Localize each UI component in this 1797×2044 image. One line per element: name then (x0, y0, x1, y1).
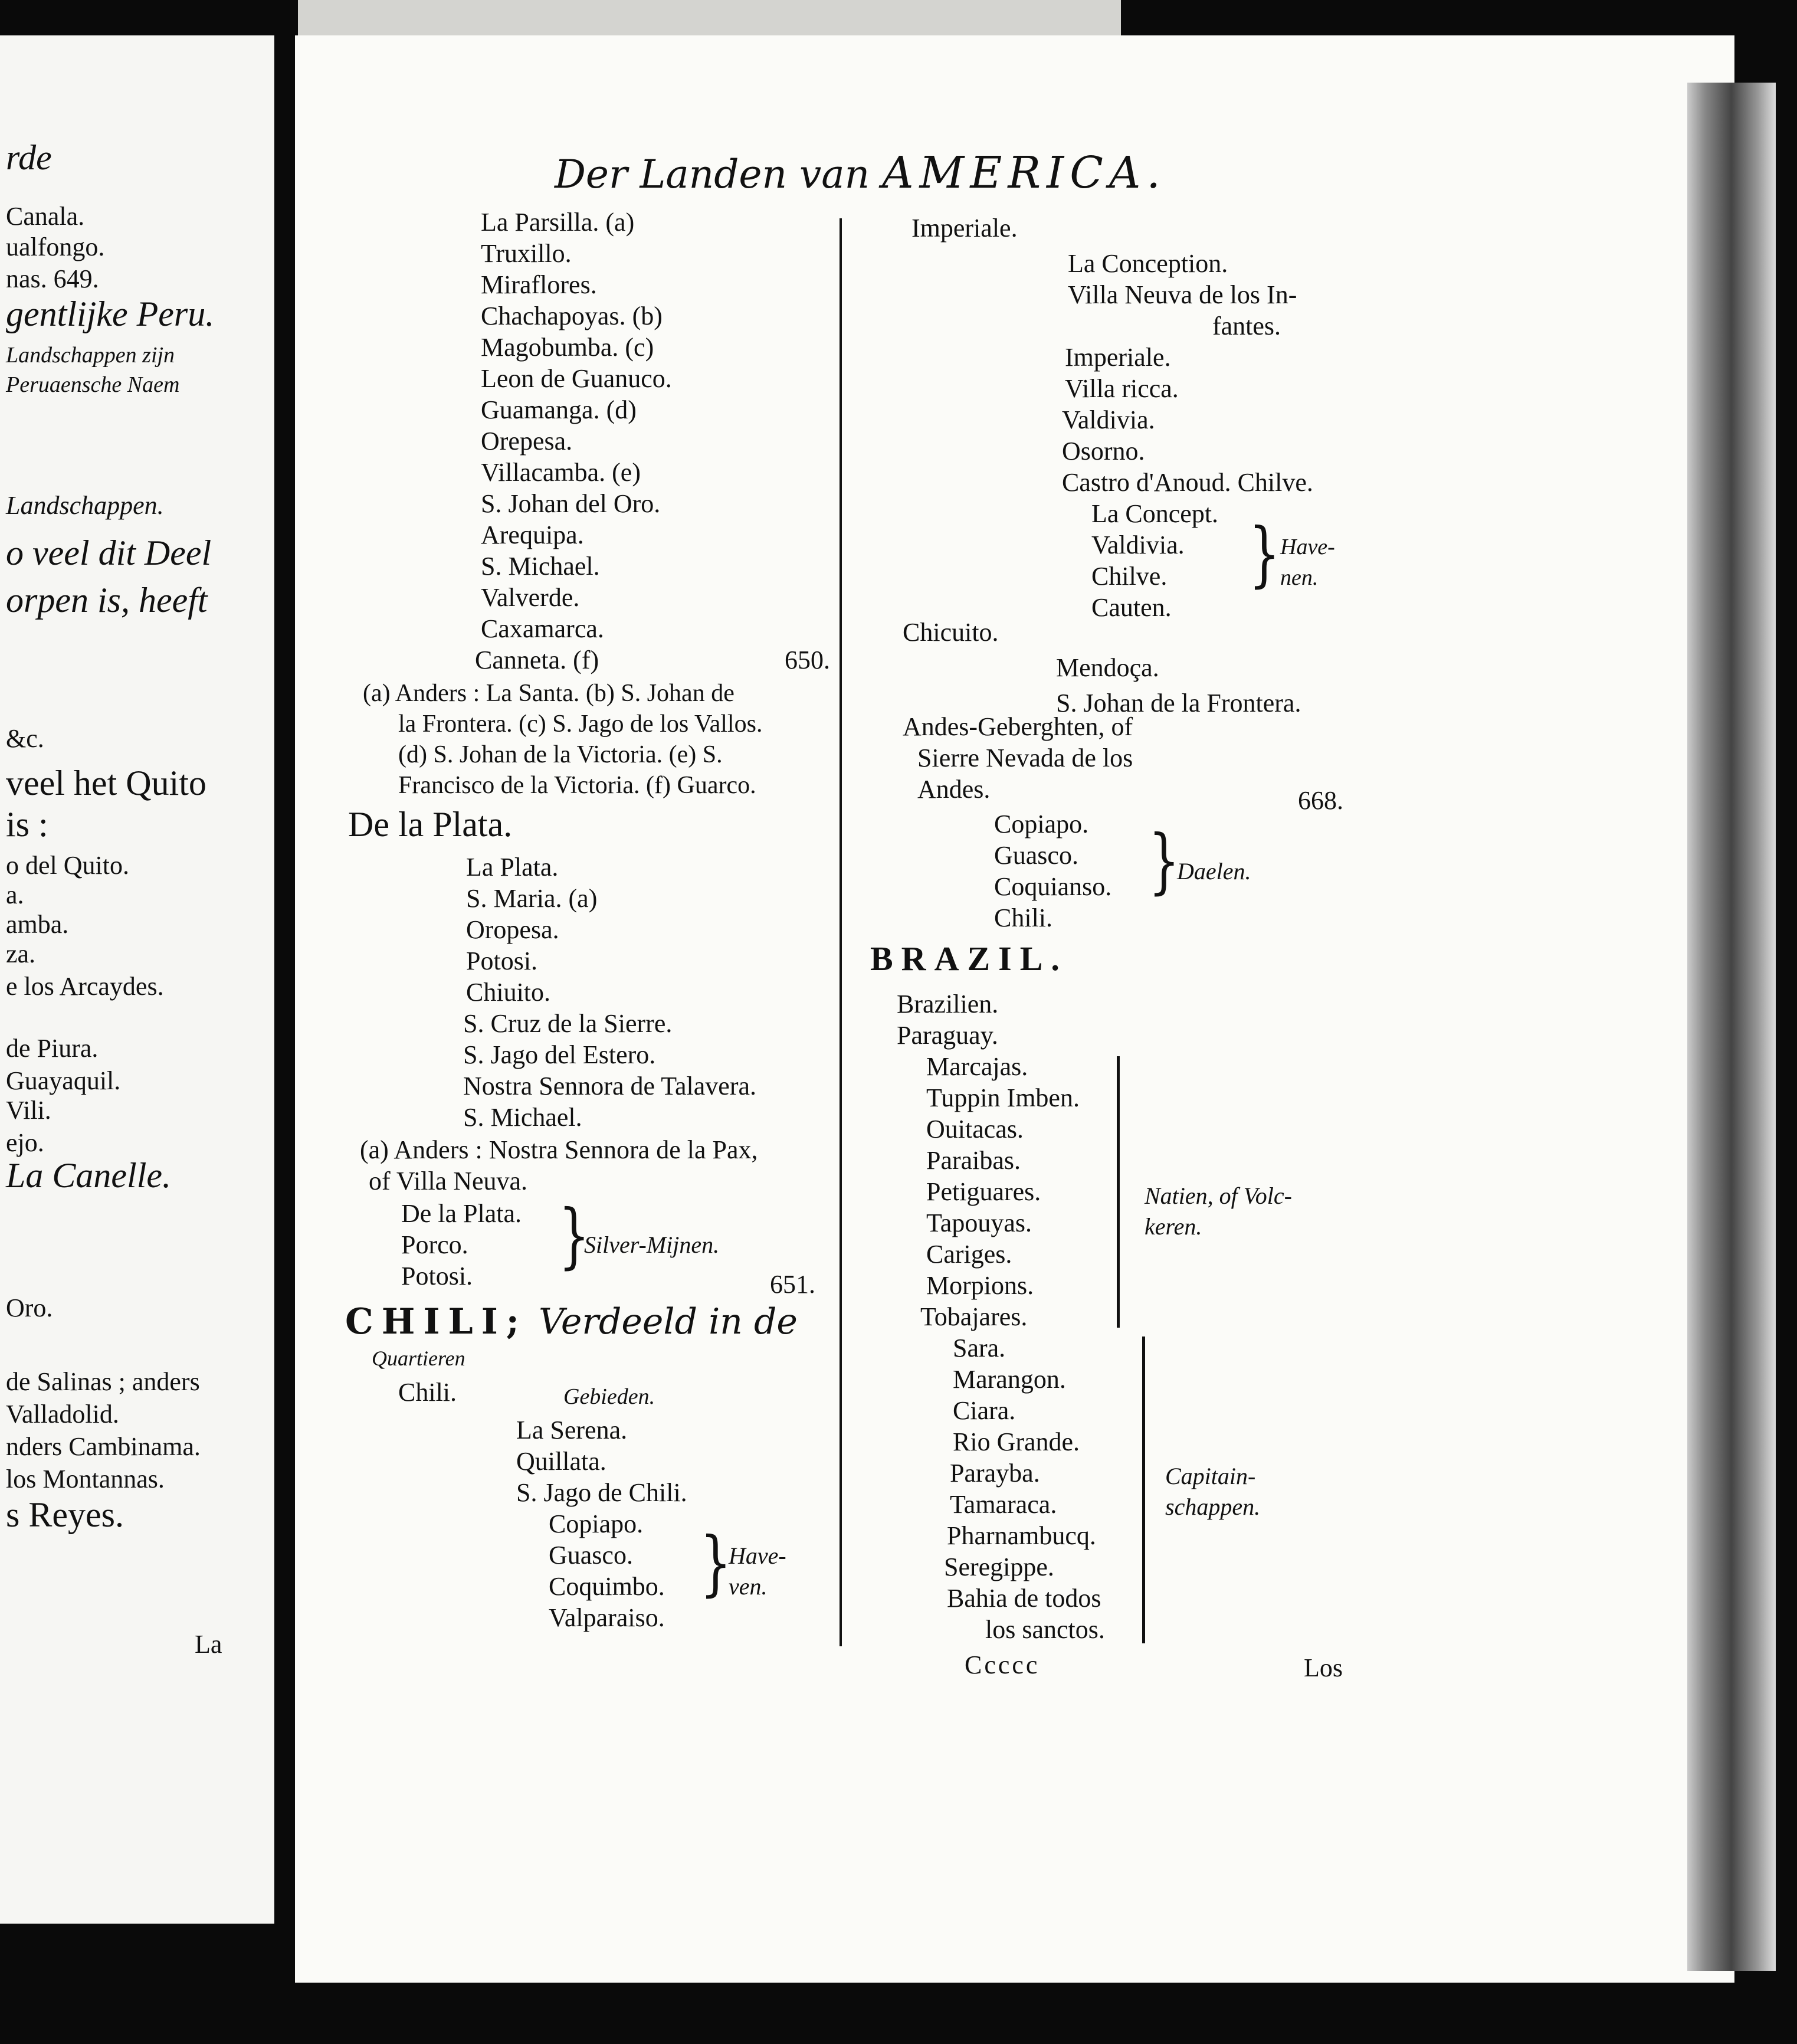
left-line: rde (6, 138, 52, 177)
left-line: e los Arcaydes. (6, 972, 164, 1001)
note-line: (a) Anders : La Santa. (b) S. Johan de (363, 680, 734, 707)
left-line: Oro. (6, 1293, 53, 1322)
left-line: a. (6, 880, 24, 909)
left-line: &c. (6, 724, 44, 753)
left-line: ualfongo. (6, 232, 105, 261)
list-item: Marcajas. (926, 1052, 1028, 1081)
section-heading-chili (345, 1301, 798, 1342)
left-line: Vili. (6, 1096, 51, 1125)
list-item: Villa ricca. (1065, 374, 1179, 403)
left-line: Peruaensche Naem (6, 372, 180, 397)
list-item: Petiguares. (926, 1177, 1041, 1206)
list-item: Caxamarca. (481, 614, 604, 643)
list-item: La Conception. (1068, 249, 1228, 278)
left-catchword: La (195, 1630, 222, 1659)
list-item: Villa Neuva de los In- (1068, 280, 1297, 309)
column-rule (840, 218, 842, 1646)
list-item: Chicuito. (903, 618, 999, 647)
brace-label: keren. (1145, 1213, 1202, 1240)
note-line: (a) Anders : Nostra Sennora de la Pax, (360, 1135, 758, 1164)
list-item: La Serena. (516, 1416, 628, 1444)
list-item: Tuppin Imben. (926, 1083, 1080, 1112)
list-item: Tapouyas. (926, 1208, 1032, 1237)
list-item: Sara. (953, 1334, 1006, 1362)
left-line: los Montannas. (6, 1465, 165, 1493)
catchword: Los (1304, 1653, 1343, 1682)
list-item: Andes-Geberghten, of (903, 712, 1133, 741)
list-item: S. Johan de la Frontera. (1056, 689, 1301, 718)
left-line: nders Cambinama. (6, 1432, 201, 1461)
list-item: Coquimbo. (549, 1572, 665, 1601)
list-item: De la Plata. (401, 1199, 522, 1228)
left-line: za. (6, 939, 36, 968)
list-item: S. Jago de Chili. (516, 1478, 687, 1507)
list-item: Guamanga. (d) (481, 395, 637, 424)
list-item: Cauten. (1091, 593, 1172, 622)
page-ref: 650. (785, 646, 830, 674)
header-prefix: Der Landen van (555, 152, 870, 197)
list-item: Valverde. (481, 583, 580, 612)
list-item: Ciara. (953, 1396, 1016, 1425)
list-item: Castro d'Anoud. Chilve. (1062, 468, 1313, 497)
left-line: is : (6, 805, 48, 844)
brace-label: schappen. (1165, 1493, 1261, 1520)
left-line: Canala. (6, 202, 85, 231)
list-item: Magobumba. (c) (481, 333, 654, 362)
list-item: fantes. (1212, 312, 1281, 340)
left-line: de Piura. (6, 1034, 99, 1063)
left-line: La Canelle. (6, 1156, 171, 1195)
chili-sub: Chili. (398, 1378, 457, 1407)
note-line: la Frontera. (c) S. Jago de los Vallos. (398, 710, 763, 738)
left-line: veel het Quito (6, 764, 206, 802)
list-item: Marangon. (953, 1365, 1066, 1394)
brace-label: Have- (1280, 535, 1335, 559)
list-item: S. Michael. (481, 552, 600, 581)
list-item: Seregippe. (944, 1552, 1054, 1581)
list-item: Miraflores. (481, 270, 597, 299)
left-line: Guayaquil. (6, 1066, 121, 1095)
list-item: S. Michael. (463, 1103, 582, 1132)
brace-icon: } (700, 1522, 732, 1604)
list-item: Copiapo. (549, 1509, 644, 1538)
running-header (555, 148, 1166, 198)
section-heading-brazil: BRAZIL. (870, 939, 1068, 978)
list-item: S. Jago del Estero. (463, 1040, 656, 1069)
signature-mark: Ccccc (965, 1650, 1040, 1679)
list-item: S. Maria. (a) (466, 884, 598, 913)
book-top-edge (295, 0, 1121, 35)
list-item: Oropesa. (466, 915, 559, 944)
list-item: S. Cruz de la Sierre. (463, 1009, 673, 1038)
left-line: orpen is, heeft (6, 581, 208, 620)
list-item: Sierre Nevada de los (917, 743, 1133, 772)
list-item: Coquianso. (994, 872, 1112, 901)
brace-label: nen. (1280, 565, 1319, 590)
list-item: Canneta. (f) (475, 646, 599, 674)
list-item: Quillata. (516, 1447, 606, 1476)
list-item: Porco. (401, 1230, 468, 1259)
list-item: Chachapoyas. (b) (481, 302, 663, 330)
list-item: Chilve. (1091, 562, 1168, 591)
left-line: nas. 649. (6, 264, 99, 293)
list-item: Truxillo. (481, 239, 572, 268)
page-ref: 651. (770, 1270, 815, 1299)
list-item: Potosi. (401, 1262, 473, 1290)
left-line: amba. (6, 910, 69, 939)
list-item: S. Johan del Oro. (481, 489, 661, 518)
list-item: Valdivia. (1091, 530, 1185, 559)
book-gutter (274, 0, 298, 2044)
brace-label: Have- (729, 1542, 786, 1569)
note-line: of Villa Neuva. (369, 1167, 528, 1195)
list-item: Andes. (917, 775, 991, 804)
list-item: Paraguay. (897, 1021, 998, 1050)
brace-icon (1137, 1337, 1145, 1643)
list-item: La Parsilla. (a) (481, 208, 635, 237)
list-item: los sanctos. (985, 1615, 1105, 1644)
brace-label: ven. (729, 1573, 768, 1600)
list-item: Orepesa. (481, 427, 573, 456)
list-item: Chiuito. (466, 978, 551, 1007)
note-line: Francisco de la Victoria. (f) Guarco. (398, 772, 756, 799)
brace-icon (1112, 1056, 1120, 1328)
list-item: La Concept. (1091, 499, 1219, 528)
list-item: Paraibas. (926, 1146, 1021, 1175)
list-item: Guasco. (994, 841, 1078, 870)
list-item: Brazilien. (897, 990, 999, 1018)
list-item: Imperiale. (1065, 343, 1171, 372)
chili-gebieden: Gebieden. (563, 1384, 655, 1409)
list-item: Nostra Sennora de Talavera. (463, 1072, 757, 1100)
list-item: Rio Grande. (953, 1427, 1080, 1456)
left-line: Landschappen. (6, 491, 164, 520)
brace-label: Natien, of Volc- (1145, 1182, 1292, 1209)
brace-label: Capitain- (1165, 1463, 1256, 1489)
chili-title-rest: Verdeeld in de (539, 1301, 798, 1342)
list-item: Cariges. (926, 1240, 1012, 1269)
list-item: Villacamba. (e) (481, 458, 641, 487)
list-item: Pharnambucq. (947, 1521, 1096, 1550)
list-item: Chili. (994, 903, 1053, 932)
list-item: Ouitacas. (926, 1115, 1024, 1144)
left-line: Valladolid. (6, 1400, 119, 1429)
left-line: de Salinas ; anders (6, 1367, 200, 1396)
list-item: Osorno. (1062, 437, 1145, 466)
list-item: Potosi. (466, 946, 538, 975)
list-item: Bahia de todos (947, 1584, 1101, 1613)
list-item: La Plata. (466, 853, 559, 882)
list-item: Mendoça. (1056, 653, 1159, 682)
list-item: Leon de Guanuco. (481, 364, 672, 393)
list-item: Tobajares. (920, 1302, 1028, 1331)
brace-icon: } (1148, 820, 1180, 902)
left-line: o veel dit Deel (6, 533, 212, 572)
list-item: Morpions. (926, 1271, 1034, 1300)
left-line: ejo. (6, 1128, 44, 1157)
list-item: Tamaraca. (950, 1490, 1057, 1519)
brace-icon: } (1248, 513, 1280, 595)
left-line: Landschappen zijn (6, 343, 175, 368)
left-line: s Reyes. (6, 1495, 124, 1534)
list-item: Valdivia. (1062, 405, 1155, 434)
left-line: o del Quito. (6, 851, 129, 880)
list-item: Guasco. (549, 1541, 633, 1570)
header-title: AMERICA. (882, 148, 1166, 198)
left-line: gentlijke Peru. (6, 294, 215, 333)
chili-title: CHILI; (345, 1301, 527, 1342)
list-item: Arequipa. (481, 520, 584, 549)
brace-icon: } (558, 1195, 590, 1277)
brace-label: Daelen. (1177, 858, 1251, 885)
brace-label: Silver-Mijnen. (584, 1231, 720, 1258)
page-edge-stack (1687, 83, 1776, 1971)
section-heading-plata: De la Plata. (348, 805, 513, 844)
chili-quartieren: Quartieren (372, 1347, 465, 1370)
list-item: Copiapo. (994, 810, 1089, 838)
list-item: Parayba. (950, 1459, 1040, 1488)
page-ref: 668. (1298, 786, 1343, 815)
list-item: Valparaiso. (549, 1603, 665, 1632)
note-line: (d) S. Johan de la Victoria. (e) S. (398, 741, 723, 768)
list-item: Imperiale. (911, 214, 1018, 243)
